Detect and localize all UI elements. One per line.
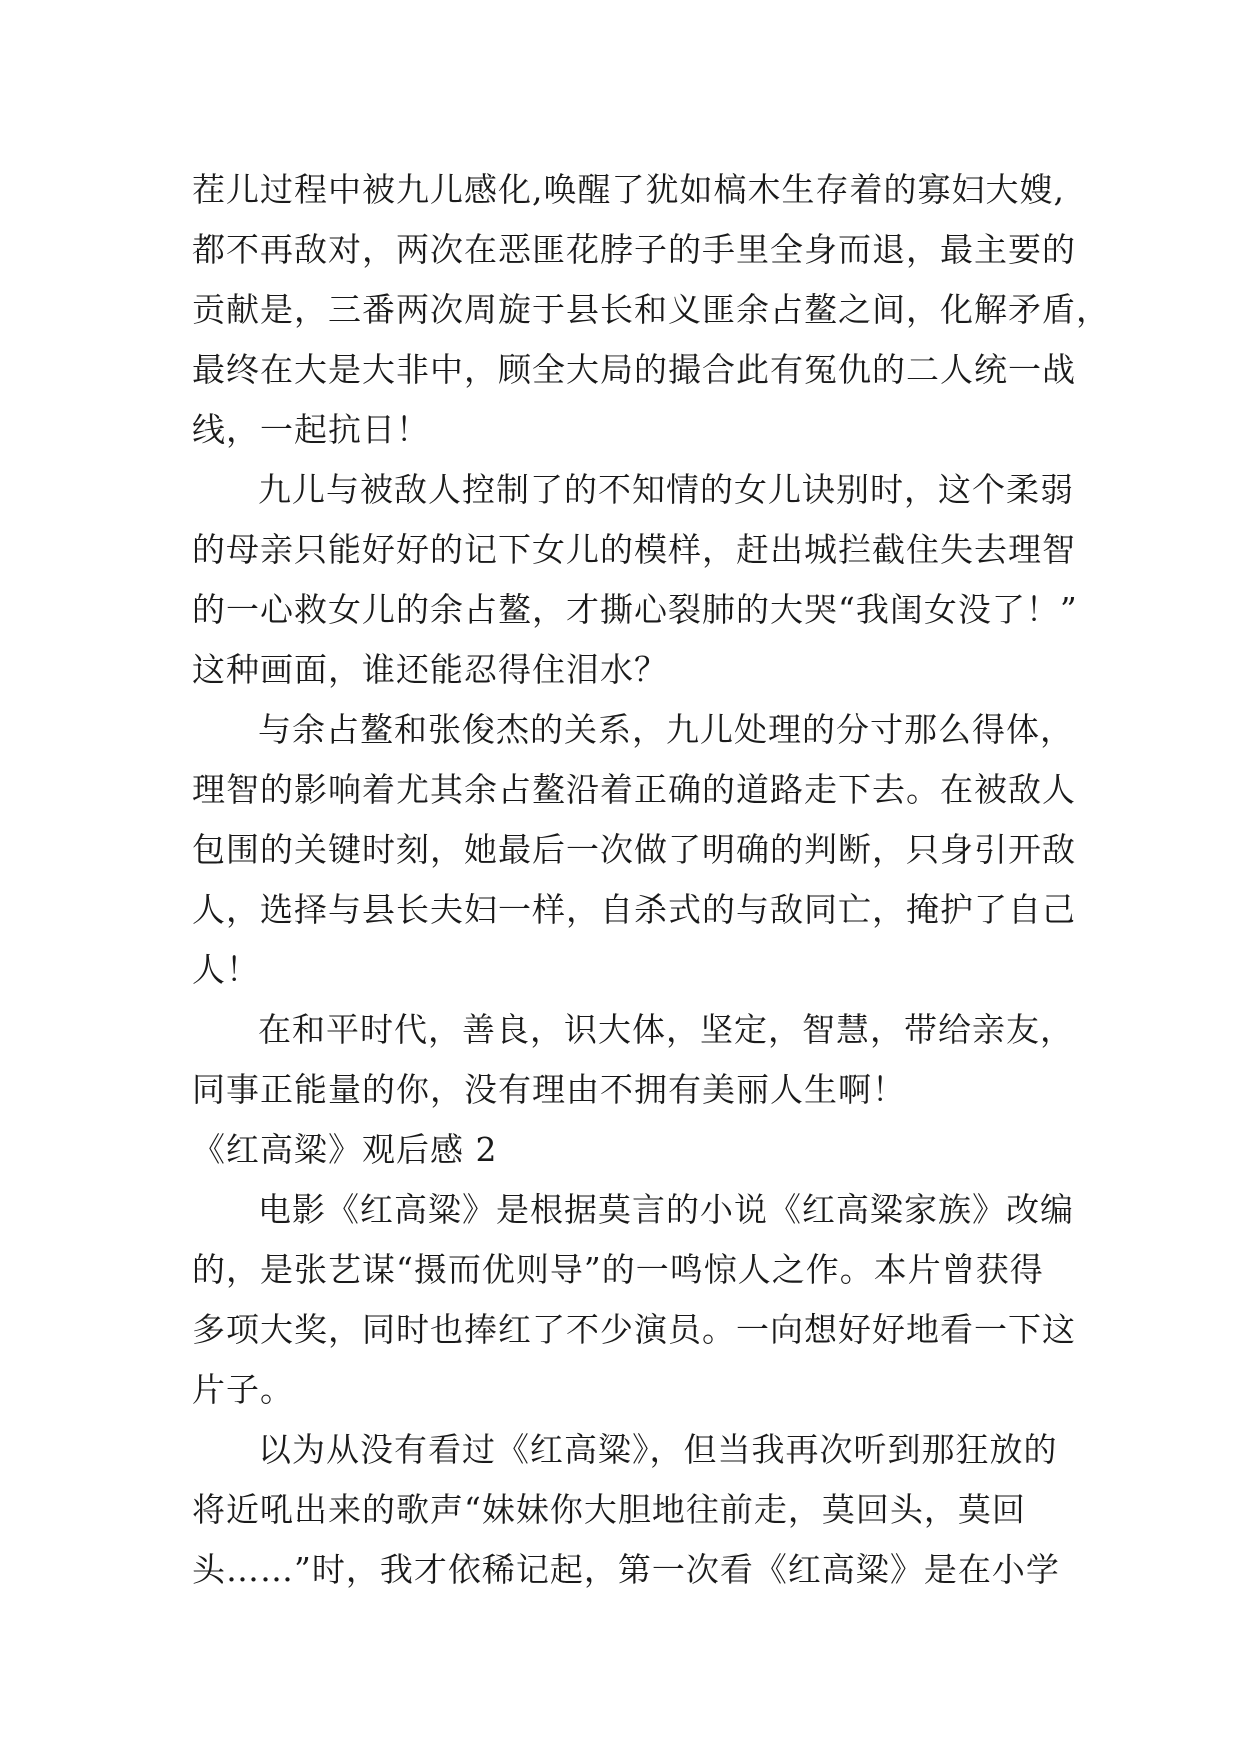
text-line: 片子。 bbox=[192, 1370, 294, 1409]
paragraph-first-line: 在和平时代，善良，识大体，坚定，智慧，带给亲友， bbox=[258, 1010, 1074, 1049]
paragraph-first-line: 以为从没有看过《红高粱》，但当我再次听到那狂放的 bbox=[258, 1430, 1058, 1469]
text-line: 的母亲只能好好的记下女儿的模样，赶出城拦截住失去理智 bbox=[192, 530, 1076, 569]
text-line: 包围的关键时刻，她最后一次做了明确的判断，只身引开敌 bbox=[192, 830, 1076, 869]
text-line: 人！ bbox=[192, 950, 260, 989]
text-line: 贡献是，三番两次周旋于县长和义匪余占鳌之间，化解矛盾， bbox=[192, 290, 1110, 329]
text-line: 这种画面，谁还能忍得住泪水？ bbox=[192, 650, 668, 689]
section-heading: 《红高粱》观后感 2 bbox=[192, 1130, 498, 1169]
text-line: 线，一起抗日！ bbox=[192, 410, 430, 449]
paragraph-first-line: 电影《红高粱》是根据莫言的小说《红高粱家族》改编 bbox=[258, 1190, 1074, 1229]
text-line: 的一心救女儿的余占鳌，才撕心裂肺的大哭“我闺女没了！” bbox=[192, 590, 1078, 629]
text-line: 都不再敌对，两次在恶匪花脖子的手里全身而退，最主要的 bbox=[192, 230, 1076, 269]
text-line: 将近吼出来的歌声“妹妹你大胆地往前走，莫回头，莫回 bbox=[192, 1490, 1026, 1529]
text-line: 茬儿过程中被九儿感化,唤醒了犹如槁木生存着的寡妇大嫂, bbox=[192, 170, 1065, 209]
text-line: 多项大奖，同时也捧红了不少演员。一向想好好地看一下这 bbox=[192, 1310, 1076, 1349]
document-body bbox=[192, 160, 1110, 1600]
text-line: 头……”时，我才依稀记起，第一次看《红高粱》是在小学 bbox=[192, 1550, 1060, 1589]
text-line: 理智的影响着尤其余占鳌沿着正确的道路走下去。在被敌人 bbox=[192, 770, 1076, 809]
text-line: 的，是张艺谋“摄而优则导”的一鸣惊人之作。本片曾获得 bbox=[192, 1250, 1044, 1289]
text-line: 人，选择与县长夫妇一样，自杀式的与敌同亡，掩护了自己 bbox=[192, 890, 1076, 929]
paragraph-first-line: 九儿与被敌人控制了的不知情的女儿诀别时，这个柔弱 bbox=[258, 470, 1074, 509]
paragraph-first-line: 与余占鳌和张俊杰的关系，九儿处理的分寸那么得体， bbox=[258, 710, 1074, 749]
text-line: 同事正能量的你，没有理由不拥有美丽人生啊！ bbox=[192, 1070, 906, 1109]
text-line: 最终在大是大非中，顾全大局的撮合此有冤仇的二人统一战 bbox=[192, 350, 1076, 389]
